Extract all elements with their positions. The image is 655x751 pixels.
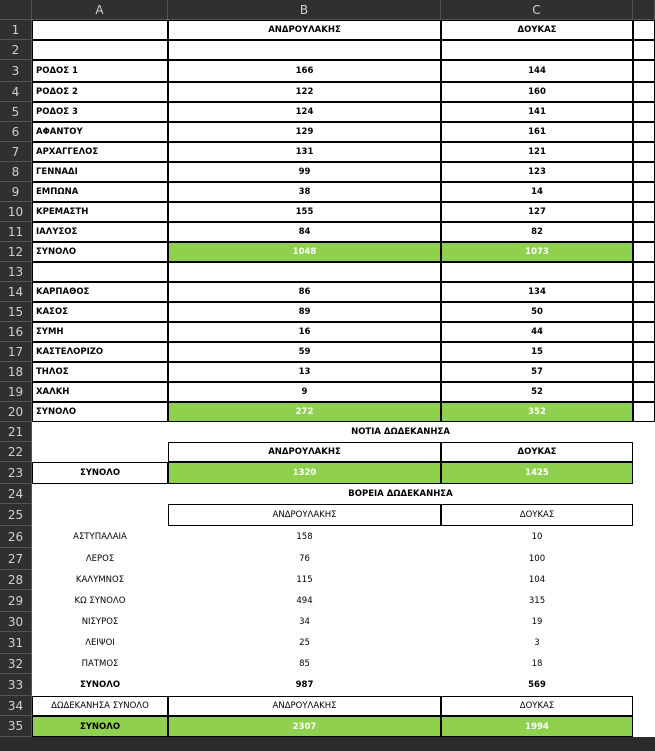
value-doukas[interactable]: 144 (441, 60, 633, 82)
row-header[interactable]: 26 (0, 526, 32, 548)
value-doukas[interactable]: 127 (441, 202, 633, 222)
sheet-row (32, 612, 655, 632)
sheet-row (32, 382, 655, 402)
value-doukas[interactable]: 57 (441, 362, 633, 382)
value-androulakis[interactable]: 86 (168, 282, 441, 302)
sheet-row (32, 162, 655, 182)
row-header[interactable]: 19 (0, 382, 32, 402)
row-header[interactable]: 20 (0, 402, 32, 422)
row-label[interactable]: ΙΑΛΥΣΟΣ (32, 222, 168, 242)
row-label[interactable]: ΓΕΝΝΑΔΙ (32, 162, 168, 182)
sheet-row (32, 82, 655, 102)
header-androulakis[interactable]: ΑΝΔΡΟΥΛΑΚΗΣ (168, 20, 441, 40)
row-header[interactable]: 8 (0, 162, 32, 182)
value-androulakis[interactable]: 9 (168, 382, 441, 402)
cell-b13[interactable] (168, 262, 441, 282)
value-androulakis[interactable]: 122 (168, 82, 441, 102)
cell-d[interactable] (633, 182, 655, 202)
sheet-row (32, 654, 655, 674)
total-androulakis[interactable]: 987 (168, 674, 441, 696)
sheet-row (32, 302, 655, 322)
sheet-row (32, 322, 655, 342)
cell-d34[interactable] (633, 696, 655, 716)
sheet-row (32, 484, 655, 504)
row-header[interactable]: 34 (0, 696, 32, 716)
south-title[interactable]: ΝΟΤΙΑ ΔΩΔΕΚΑΝΗΣΑ (168, 422, 633, 442)
cell-d[interactable] (633, 222, 655, 242)
row-header[interactable]: 2 (0, 40, 32, 60)
cell-c13[interactable] (441, 262, 633, 282)
sheet-row (32, 422, 655, 442)
total-label[interactable]: ΣΥΝΟΛΟ (32, 242, 168, 262)
cell-d2[interactable] (633, 40, 655, 60)
header-doukas[interactable]: ΔΟΥΚΑΣ (441, 442, 633, 462)
sheet-row (32, 402, 655, 422)
row-header[interactable]: 6 (0, 122, 32, 142)
header-androulakis[interactable]: ΑΝΔΡΟΥΛΑΚΗΣ (168, 442, 441, 462)
sheet-row (32, 342, 655, 362)
value-androulakis[interactable]: 129 (168, 122, 441, 142)
value-doukas[interactable]: 18 (441, 654, 633, 674)
cell-d[interactable] (633, 612, 655, 632)
value-androulakis[interactable]: 131 (168, 142, 441, 162)
sheet-row (32, 570, 655, 590)
value-androulakis[interactable]: 155 (168, 202, 441, 222)
cell-d25[interactable] (633, 504, 655, 526)
row-header[interactable]: 25 (0, 504, 32, 526)
sheet-row (32, 362, 655, 382)
sheet-row (32, 462, 655, 484)
sheet-row (32, 202, 655, 222)
value-androulakis[interactable]: 34 (168, 612, 441, 632)
total-label[interactable]: ΣΥΝΟΛΟ (32, 462, 168, 484)
cell-d21[interactable] (633, 422, 655, 442)
row-header[interactable]: 14 (0, 282, 32, 302)
select-all-corner[interactable] (0, 0, 32, 20)
value-androulakis[interactable]: 99 (168, 162, 441, 182)
cell-d24[interactable] (633, 484, 655, 504)
row-label[interactable]: ΛΕΙΨΟΙ (32, 632, 168, 654)
total-doukas[interactable]: 1994 (441, 716, 633, 737)
cell-d[interactable] (633, 302, 655, 322)
value-androulakis[interactable]: 158 (168, 526, 441, 548)
total-label[interactable]: ΣΥΝΟΛΟ (32, 716, 168, 737)
value-doukas[interactable]: 44 (441, 322, 633, 342)
cell-a25[interactable] (32, 504, 168, 526)
cell-d[interactable] (633, 102, 655, 122)
row-label[interactable]: ΑΦΑΝΤΟΥ (32, 122, 168, 142)
value-androulakis[interactable]: 76 (168, 548, 441, 570)
row-label[interactable]: ΚΡΕΜΑΣΤΗ (32, 202, 168, 222)
row-header[interactable]: 21 (0, 422, 32, 442)
cell-d[interactable] (633, 122, 655, 142)
value-doukas[interactable]: 82 (441, 222, 633, 242)
total-label[interactable]: ΣΥΝΟΛΟ (32, 674, 168, 696)
value-doukas[interactable]: 100 (441, 548, 633, 570)
header-androulakis[interactable]: ΑΝΔΡΟΥΛΑΚΗΣ (168, 504, 441, 526)
value-androulakis[interactable]: 124 (168, 102, 441, 122)
value-doukas[interactable]: 161 (441, 122, 633, 142)
sheet-row (32, 102, 655, 122)
north-title[interactable]: ΒΟΡΕΙΑ ΔΩΔΕΚΑΝΗΣΑ (168, 484, 633, 504)
cell-d[interactable] (633, 342, 655, 362)
row-header[interactable]: 24 (0, 484, 32, 504)
bottom-bar (0, 737, 655, 751)
row-header[interactable]: 3 (0, 60, 32, 82)
sheet-row (32, 242, 655, 262)
sheet-row (32, 716, 655, 737)
value-doukas[interactable]: 315 (441, 590, 633, 612)
row-header[interactable]: 15 (0, 302, 32, 322)
value-androulakis[interactable]: 89 (168, 302, 441, 322)
cell-d[interactable] (633, 632, 655, 654)
cell-d33[interactable] (633, 674, 655, 696)
value-doukas[interactable]: 160 (441, 82, 633, 102)
cell-d[interactable] (633, 548, 655, 570)
row-header[interactable]: 9 (0, 182, 32, 202)
total-doukas[interactable]: 1425 (441, 462, 633, 484)
cell-d13[interactable] (633, 262, 655, 282)
row-header[interactable]: 10 (0, 202, 32, 222)
row-label[interactable]: ΑΡΧΑΓΓΕΛΟΣ (32, 142, 168, 162)
sheet-row (32, 40, 655, 60)
cell-d[interactable] (633, 142, 655, 162)
cell-d[interactable] (633, 654, 655, 674)
header-doukas[interactable]: ΔΟΥΚΑΣ (441, 504, 633, 526)
column-header-a[interactable]: A (32, 0, 168, 20)
cell-d[interactable] (633, 282, 655, 302)
cell-d[interactable] (633, 382, 655, 402)
cell-d[interactable] (633, 322, 655, 342)
value-androulakis[interactable]: 115 (168, 570, 441, 590)
row-header[interactable]: 29 (0, 590, 32, 612)
cell-d[interactable] (633, 570, 655, 590)
cell-d20[interactable] (633, 402, 655, 422)
dodecanese-label[interactable]: ΔΩΔΕΚΑΝΗΣΑ ΣΥΝΟΛΟ (32, 696, 168, 716)
header-doukas[interactable]: ΔΟΥΚΑΣ (441, 696, 633, 716)
cell-d23[interactable] (633, 462, 655, 484)
sheet-row (32, 442, 655, 462)
cell-a22[interactable] (32, 442, 168, 462)
sheet-row (32, 696, 655, 716)
cell-d[interactable] (633, 202, 655, 222)
row-header[interactable]: 23 (0, 462, 32, 484)
sheet-row (32, 548, 655, 570)
cell-a2[interactable] (32, 40, 168, 60)
row-label[interactable]: ΛΕΡΟΣ (32, 548, 168, 570)
total-label[interactable]: ΣΥΝΟΛΟ (32, 402, 168, 422)
value-doukas[interactable]: 123 (441, 162, 633, 182)
row-label[interactable]: ΡΟΔΟΣ 3 (32, 102, 168, 122)
row-label[interactable]: ΝΙΣΥΡΟΣ (32, 612, 168, 632)
value-androulakis[interactable]: 38 (168, 182, 441, 202)
cell-d22[interactable] (633, 442, 655, 462)
row-header[interactable]: 5 (0, 102, 32, 122)
sheet-row (32, 526, 655, 548)
value-doukas[interactable]: 50 (441, 302, 633, 322)
total-androulakis[interactable]: 2307 (168, 716, 441, 737)
row-header[interactable]: 31 (0, 632, 32, 654)
value-androulakis[interactable]: 13 (168, 362, 441, 382)
value-doukas[interactable]: 14 (441, 182, 633, 202)
row-label[interactable]: ΚΑΣΟΣ (32, 302, 168, 322)
column-header-d[interactable] (633, 0, 655, 20)
cell-d[interactable] (633, 526, 655, 548)
value-doukas[interactable]: 104 (441, 570, 633, 590)
row-header[interactable]: 11 (0, 222, 32, 242)
cell-d[interactable] (633, 162, 655, 182)
row-header[interactable]: 28 (0, 570, 32, 590)
total-doukas[interactable]: 1073 (441, 242, 633, 262)
value-androulakis[interactable]: 59 (168, 342, 441, 362)
cell-d[interactable] (633, 60, 655, 82)
total-doukas[interactable]: 569 (441, 674, 633, 696)
cell-a24[interactable] (32, 484, 168, 504)
total-androulakis[interactable]: 1320 (168, 462, 441, 484)
row-label[interactable]: ΧΑΛΚΗ (32, 382, 168, 402)
cell-a1[interactable] (32, 20, 168, 40)
row-header[interactable]: 13 (0, 262, 32, 282)
sheet-row (32, 590, 655, 612)
row-label[interactable]: ΡΟΔΟΣ 2 (32, 82, 168, 102)
row-header[interactable]: 16 (0, 322, 32, 342)
row-label[interactable]: ΡΟΔΟΣ 1 (32, 60, 168, 82)
row-header[interactable]: 7 (0, 142, 32, 162)
row-header[interactable]: 17 (0, 342, 32, 362)
sheet-row (32, 20, 655, 40)
sheet-row (32, 674, 655, 696)
sheet-row (32, 282, 655, 302)
cell-d[interactable] (633, 82, 655, 102)
row-label[interactable]: ΚΑΡΠΑΘΟΣ (32, 282, 168, 302)
header-doukas[interactable]: ΔΟΥΚΑΣ (441, 20, 633, 40)
header-androulakis[interactable]: ΑΝΔΡΟΥΛΑΚΗΣ (168, 696, 441, 716)
sheet-row (32, 60, 655, 82)
cell-d[interactable] (633, 590, 655, 612)
total-androulakis[interactable]: 272 (168, 402, 441, 422)
cell-d[interactable] (633, 362, 655, 382)
row-label[interactable]: ΠΑΤΜΟΣ (32, 654, 168, 674)
row-header[interactable]: 32 (0, 654, 32, 674)
sheet-row (32, 504, 655, 526)
sheet-row (32, 262, 655, 282)
column-header-b[interactable]: B (168, 0, 441, 20)
value-doukas[interactable]: 141 (441, 102, 633, 122)
sheet-row (32, 142, 655, 162)
value-doukas[interactable]: 3 (441, 632, 633, 654)
row-label[interactable]: ΣΥΜΗ (32, 322, 168, 342)
value-doukas[interactable]: 15 (441, 342, 633, 362)
row-label[interactable]: ΑΣΤΥΠΑΛΑΙΑ (32, 526, 168, 548)
sheet-row (32, 122, 655, 142)
row-label[interactable]: ΚΩ ΣΥΝΟΛΟ (32, 590, 168, 612)
total-androulakis[interactable]: 1048 (168, 242, 441, 262)
sheet-row (32, 182, 655, 202)
row-header[interactable]: 22 (0, 442, 32, 462)
value-doukas[interactable]: 52 (441, 382, 633, 402)
row-header[interactable]: 4 (0, 82, 32, 102)
row-header[interactable]: 30 (0, 612, 32, 632)
row-header[interactable]: 35 (0, 716, 32, 737)
value-doukas[interactable]: 121 (441, 142, 633, 162)
cell-a13[interactable] (32, 262, 168, 282)
value-androulakis[interactable]: 25 (168, 632, 441, 654)
value-androulakis[interactable]: 166 (168, 60, 441, 82)
row-header[interactable]: 12 (0, 242, 32, 262)
cell-d1[interactable] (633, 20, 655, 40)
cell-d35[interactable] (633, 716, 655, 737)
row-header[interactable]: 27 (0, 548, 32, 570)
row-header[interactable]: 18 (0, 362, 32, 382)
value-androulakis[interactable]: 84 (168, 222, 441, 242)
value-doukas[interactable]: 134 (441, 282, 633, 302)
value-doukas[interactable]: 10 (441, 526, 633, 548)
value-androulakis[interactable]: 16 (168, 322, 441, 342)
sheet-row (32, 222, 655, 242)
row-header[interactable]: 1 (0, 20, 32, 40)
row-label[interactable]: ΤΗΛΟΣ (32, 362, 168, 382)
column-header-c[interactable]: C (441, 0, 633, 20)
cell-b2[interactable] (168, 40, 441, 60)
row-label[interactable]: ΚΑΣΤΕΛΟΡΙΖΟ (32, 342, 168, 362)
cell-a21[interactable] (32, 422, 168, 442)
row-label[interactable]: ΕΜΠΩΝΑ (32, 182, 168, 202)
value-androulakis[interactable]: 85 (168, 654, 441, 674)
row-label[interactable]: ΚΑΛΥΜΝΟΣ (32, 570, 168, 590)
cell-d12[interactable] (633, 242, 655, 262)
sheet-row (32, 632, 655, 654)
total-doukas[interactable]: 352 (441, 402, 633, 422)
row-header[interactable]: 33 (0, 674, 32, 696)
cell-c2[interactable] (441, 40, 633, 60)
value-doukas[interactable]: 19 (441, 612, 633, 632)
value-androulakis[interactable]: 494 (168, 590, 441, 612)
